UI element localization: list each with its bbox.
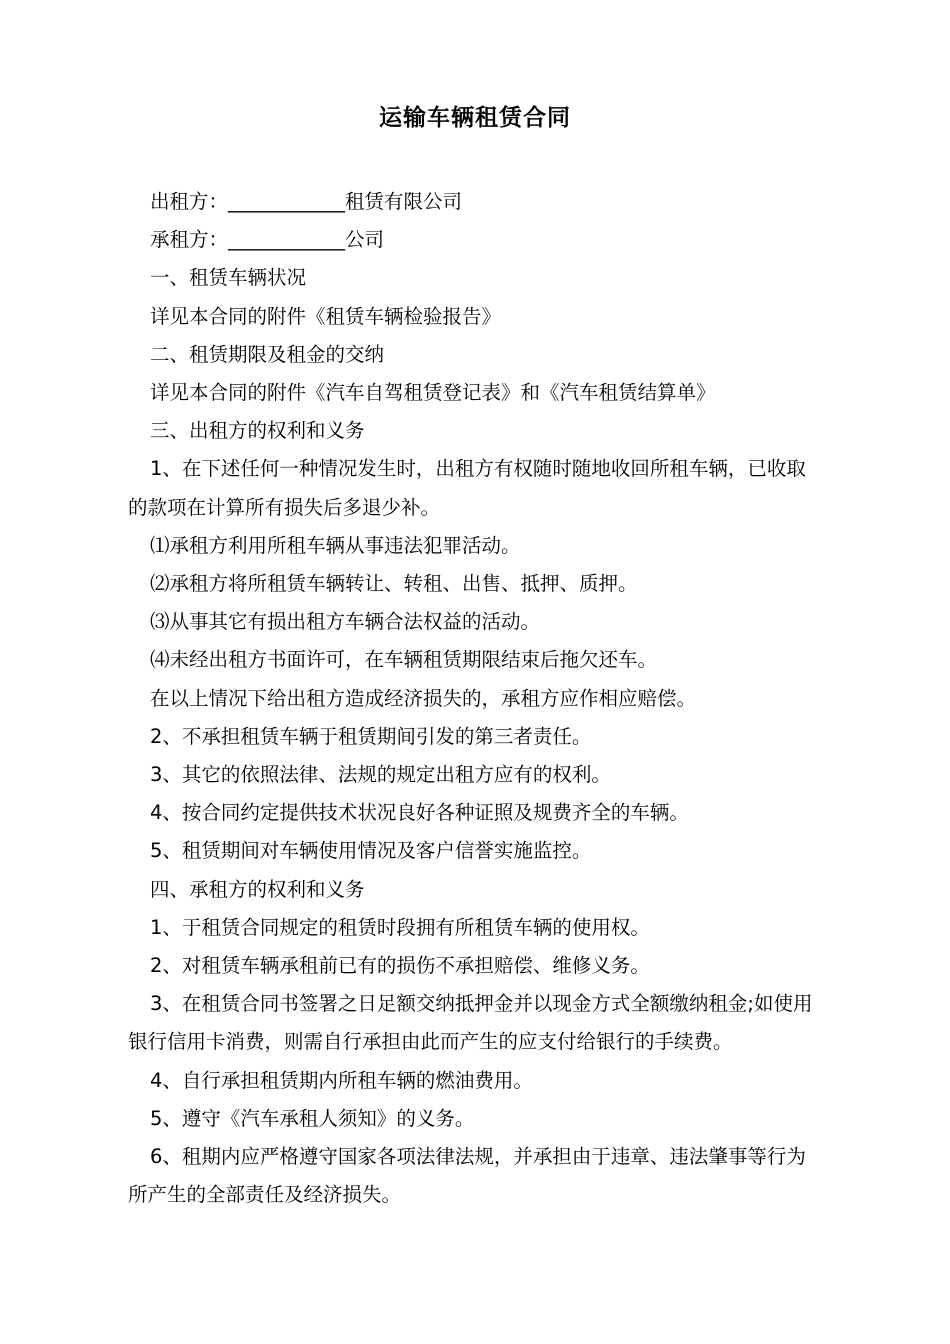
paragraph: 4、自行承担租赁期内所租车辆的燃油费用。 [150, 1068, 533, 1092]
section-heading-1: 一、租赁车辆状况 [150, 266, 307, 290]
paragraph: 3、其它的依照法律、法规的规定出租方应有的权利。 [150, 763, 611, 787]
paragraph: 2、不承担租赁车辆于租赁期间引发的第三者责任。 [150, 724, 592, 748]
paragraph: ⑵承租方将所租赁车辆转让、转租、出售、抵押、质押。 [150, 572, 638, 596]
paragraph-lessor: 出租方：____________租赁有限公司 [150, 190, 463, 213]
paragraph-lessee: 承租方：____________公司 [150, 228, 385, 252]
paragraph: 5、租赁期间对车辆使用情况及客户信誉实施监控。 [150, 839, 592, 863]
section-heading-4: 四、承租方的权利和义务 [150, 877, 365, 901]
paragraph: 1、于租赁合同规定的租赁时段拥有所租赁车辆的使用权。 [150, 915, 650, 939]
paragraph: 在以上情况下给出租方造成经济损失的，承租方应作相应赔偿。 [150, 686, 697, 710]
paragraph: ⑴承租方利用所租车辆从事违法犯罪活动。 [150, 533, 521, 557]
paragraph: 2、对租赁车辆承租前已有的损伤不承担赔偿、维修义务。 [150, 954, 650, 978]
paragraph: 1、在下述任何一种情况发生时，出租方有权随时随地收回所租车辆，已收取的款项在计算所有损失后多退少补。 [128, 457, 806, 519]
paragraph: ⑶从事其它有损出租方车辆合法权益的活动。 [150, 610, 541, 634]
paragraph: ⑷未经出租方书面许可，在车辆租赁期限结束后拖欠还车。 [150, 648, 658, 672]
document-title: 运输车辆租赁合同 [379, 105, 571, 131]
section-heading-3: 三、出租方的权利和义务 [150, 419, 365, 443]
section-heading-2: 二、租赁期限及租金的交纳 [150, 342, 385, 366]
document-body [128, 183, 818, 1214]
paragraph: 4、按合同约定提供技术状况良好各种证照及规费齐全的车辆。 [150, 801, 689, 825]
paragraph: 5、遵守《汽车承租人须知》的义务。 [150, 1106, 475, 1130]
paragraph: 6、租期内应严格遵守国家各项法律法规，并承担由于违章、违法肇事等行为所产生的全部责任及经济损失。 [128, 1145, 806, 1207]
paragraph: 详见本合同的附件《租赁车辆检验报告》 [150, 304, 502, 328]
paragraph: 3、在租赁合同书签署之日足额交纳抵押金并以现金方式全额缴纳租金;如使用银行信用卡消费，则需自行承担由此而产生的应支付给银行的手续费。 [128, 992, 813, 1054]
paragraph: 详见本合同的附件《汽车自驾租赁登记表》和《汽车租赁结算单》 [150, 381, 716, 405]
